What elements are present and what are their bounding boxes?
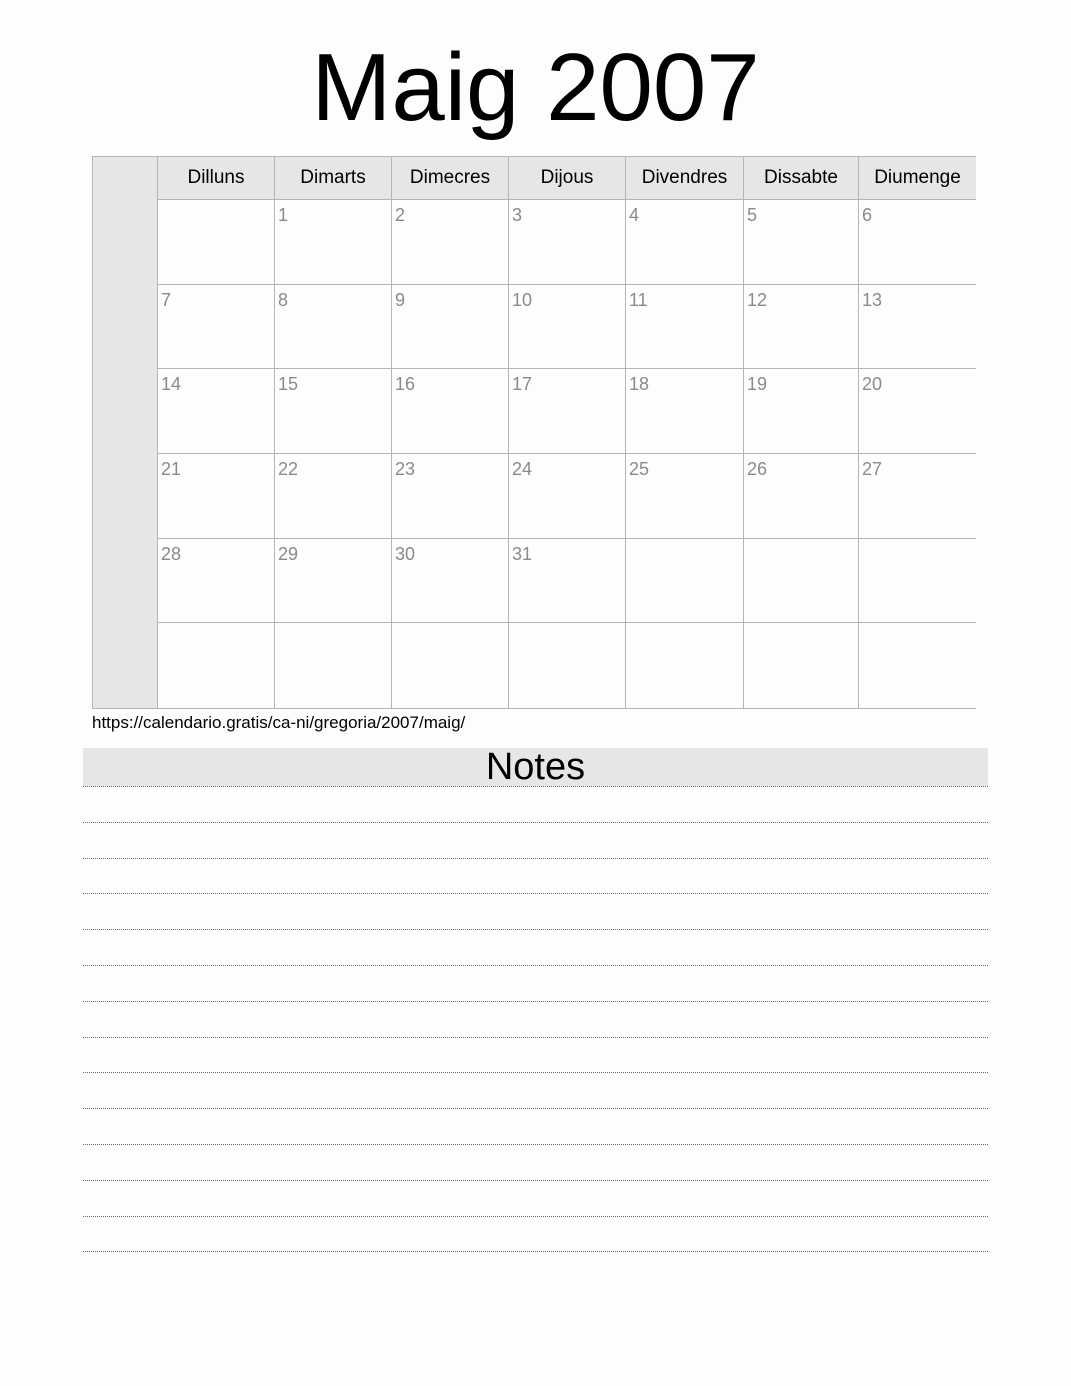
weekday-header: Dilluns [158,157,275,200]
day-cell [158,369,275,454]
day-number: 22 [278,458,299,479]
weekday-header: Divendres [626,157,744,200]
weekday-header: Dissabte [744,157,859,200]
day-cell [744,285,859,370]
day-cell [744,623,859,708]
note-line [83,1144,988,1145]
day-cell [158,200,275,285]
day-number: 9 [395,289,406,310]
day-number: 12 [747,289,768,310]
day-cell [626,200,744,285]
day-cell [859,539,976,624]
note-line [83,786,988,787]
day-number: 2 [395,205,406,225]
page-title: Maig 2007 [311,34,760,141]
note-line [83,822,988,823]
day-cell [859,623,976,708]
day-cell [275,539,392,624]
day-cell [275,285,392,370]
day-cell [392,454,509,539]
day-number: 18 [629,374,650,395]
day-cell [275,623,392,708]
day-number: 28 [161,543,182,564]
day-cell [859,285,976,370]
day-number: 30 [395,543,416,564]
day-cell [392,539,509,624]
day-cell [509,454,626,539]
day-number: 17 [512,374,533,395]
day-number: 29 [278,543,299,564]
day-number: 26 [747,458,768,479]
day-cell [392,623,509,708]
day-number: 1 [278,205,289,225]
weekday-header: Diumenge [859,157,976,200]
day-number: 6 [862,205,873,225]
day-number: 16 [395,374,416,395]
day-cell [275,454,392,539]
day-number: 7 [161,289,172,310]
note-line [83,1216,988,1217]
day-cell [744,369,859,454]
weekday-header: Dijous [509,157,626,200]
note-line [83,1001,988,1002]
note-line [83,1037,988,1038]
day-number: 23 [395,458,416,479]
week-number-column [93,157,158,708]
day-number: 14 [161,374,182,395]
day-cell [158,623,275,708]
day-cell [158,285,275,370]
source-url: https://calendario.gratis/ca-ni/gregoria/2007/maig/ [92,713,466,732]
notes-heading: Notes [83,748,988,786]
calendar-days [158,157,975,708]
day-cell [626,285,744,370]
day-number: 27 [862,458,883,479]
day-cell [626,369,744,454]
day-cell [158,454,275,539]
day-cell [509,369,626,454]
day-cell [392,200,509,285]
note-line [83,893,988,894]
weekday-header: Dimecres [392,157,509,200]
day-cell [275,369,392,454]
day-cell [392,285,509,370]
day-cell [744,200,859,285]
day-cell [859,200,976,285]
day-cell [275,200,392,285]
day-number: 25 [629,458,650,479]
day-cell [158,539,275,624]
note-line [83,929,988,930]
day-number: 8 [278,289,289,310]
note-line [83,1180,988,1181]
day-number: 31 [512,543,533,564]
day-number: 10 [512,289,533,310]
day-number: 11 [629,289,648,310]
day-cell [509,539,626,624]
day-cell [744,454,859,539]
note-line [83,858,988,859]
day-cell [509,623,626,708]
day-number: 20 [862,374,883,395]
day-cell [509,200,626,285]
weekday-header: Dimarts [275,157,392,200]
day-number: 13 [862,289,883,310]
day-cell [626,454,744,539]
day-number: 4 [629,205,640,225]
day-cell [626,539,744,624]
note-line [83,965,988,966]
day-number: 15 [278,374,299,395]
day-number: 24 [512,458,533,479]
day-number: 19 [747,374,768,395]
note-line [83,1072,988,1073]
day-cell [744,539,859,624]
day-cell [626,623,744,708]
calendar-grid [92,156,976,709]
day-cell [859,454,976,539]
note-line [83,1108,988,1109]
day-cell [859,369,976,454]
day-number: 5 [747,205,758,225]
day-number: 3 [512,205,523,225]
day-cell [509,285,626,370]
day-cell [392,369,509,454]
day-number: 21 [161,458,182,479]
note-line [83,1251,988,1252]
